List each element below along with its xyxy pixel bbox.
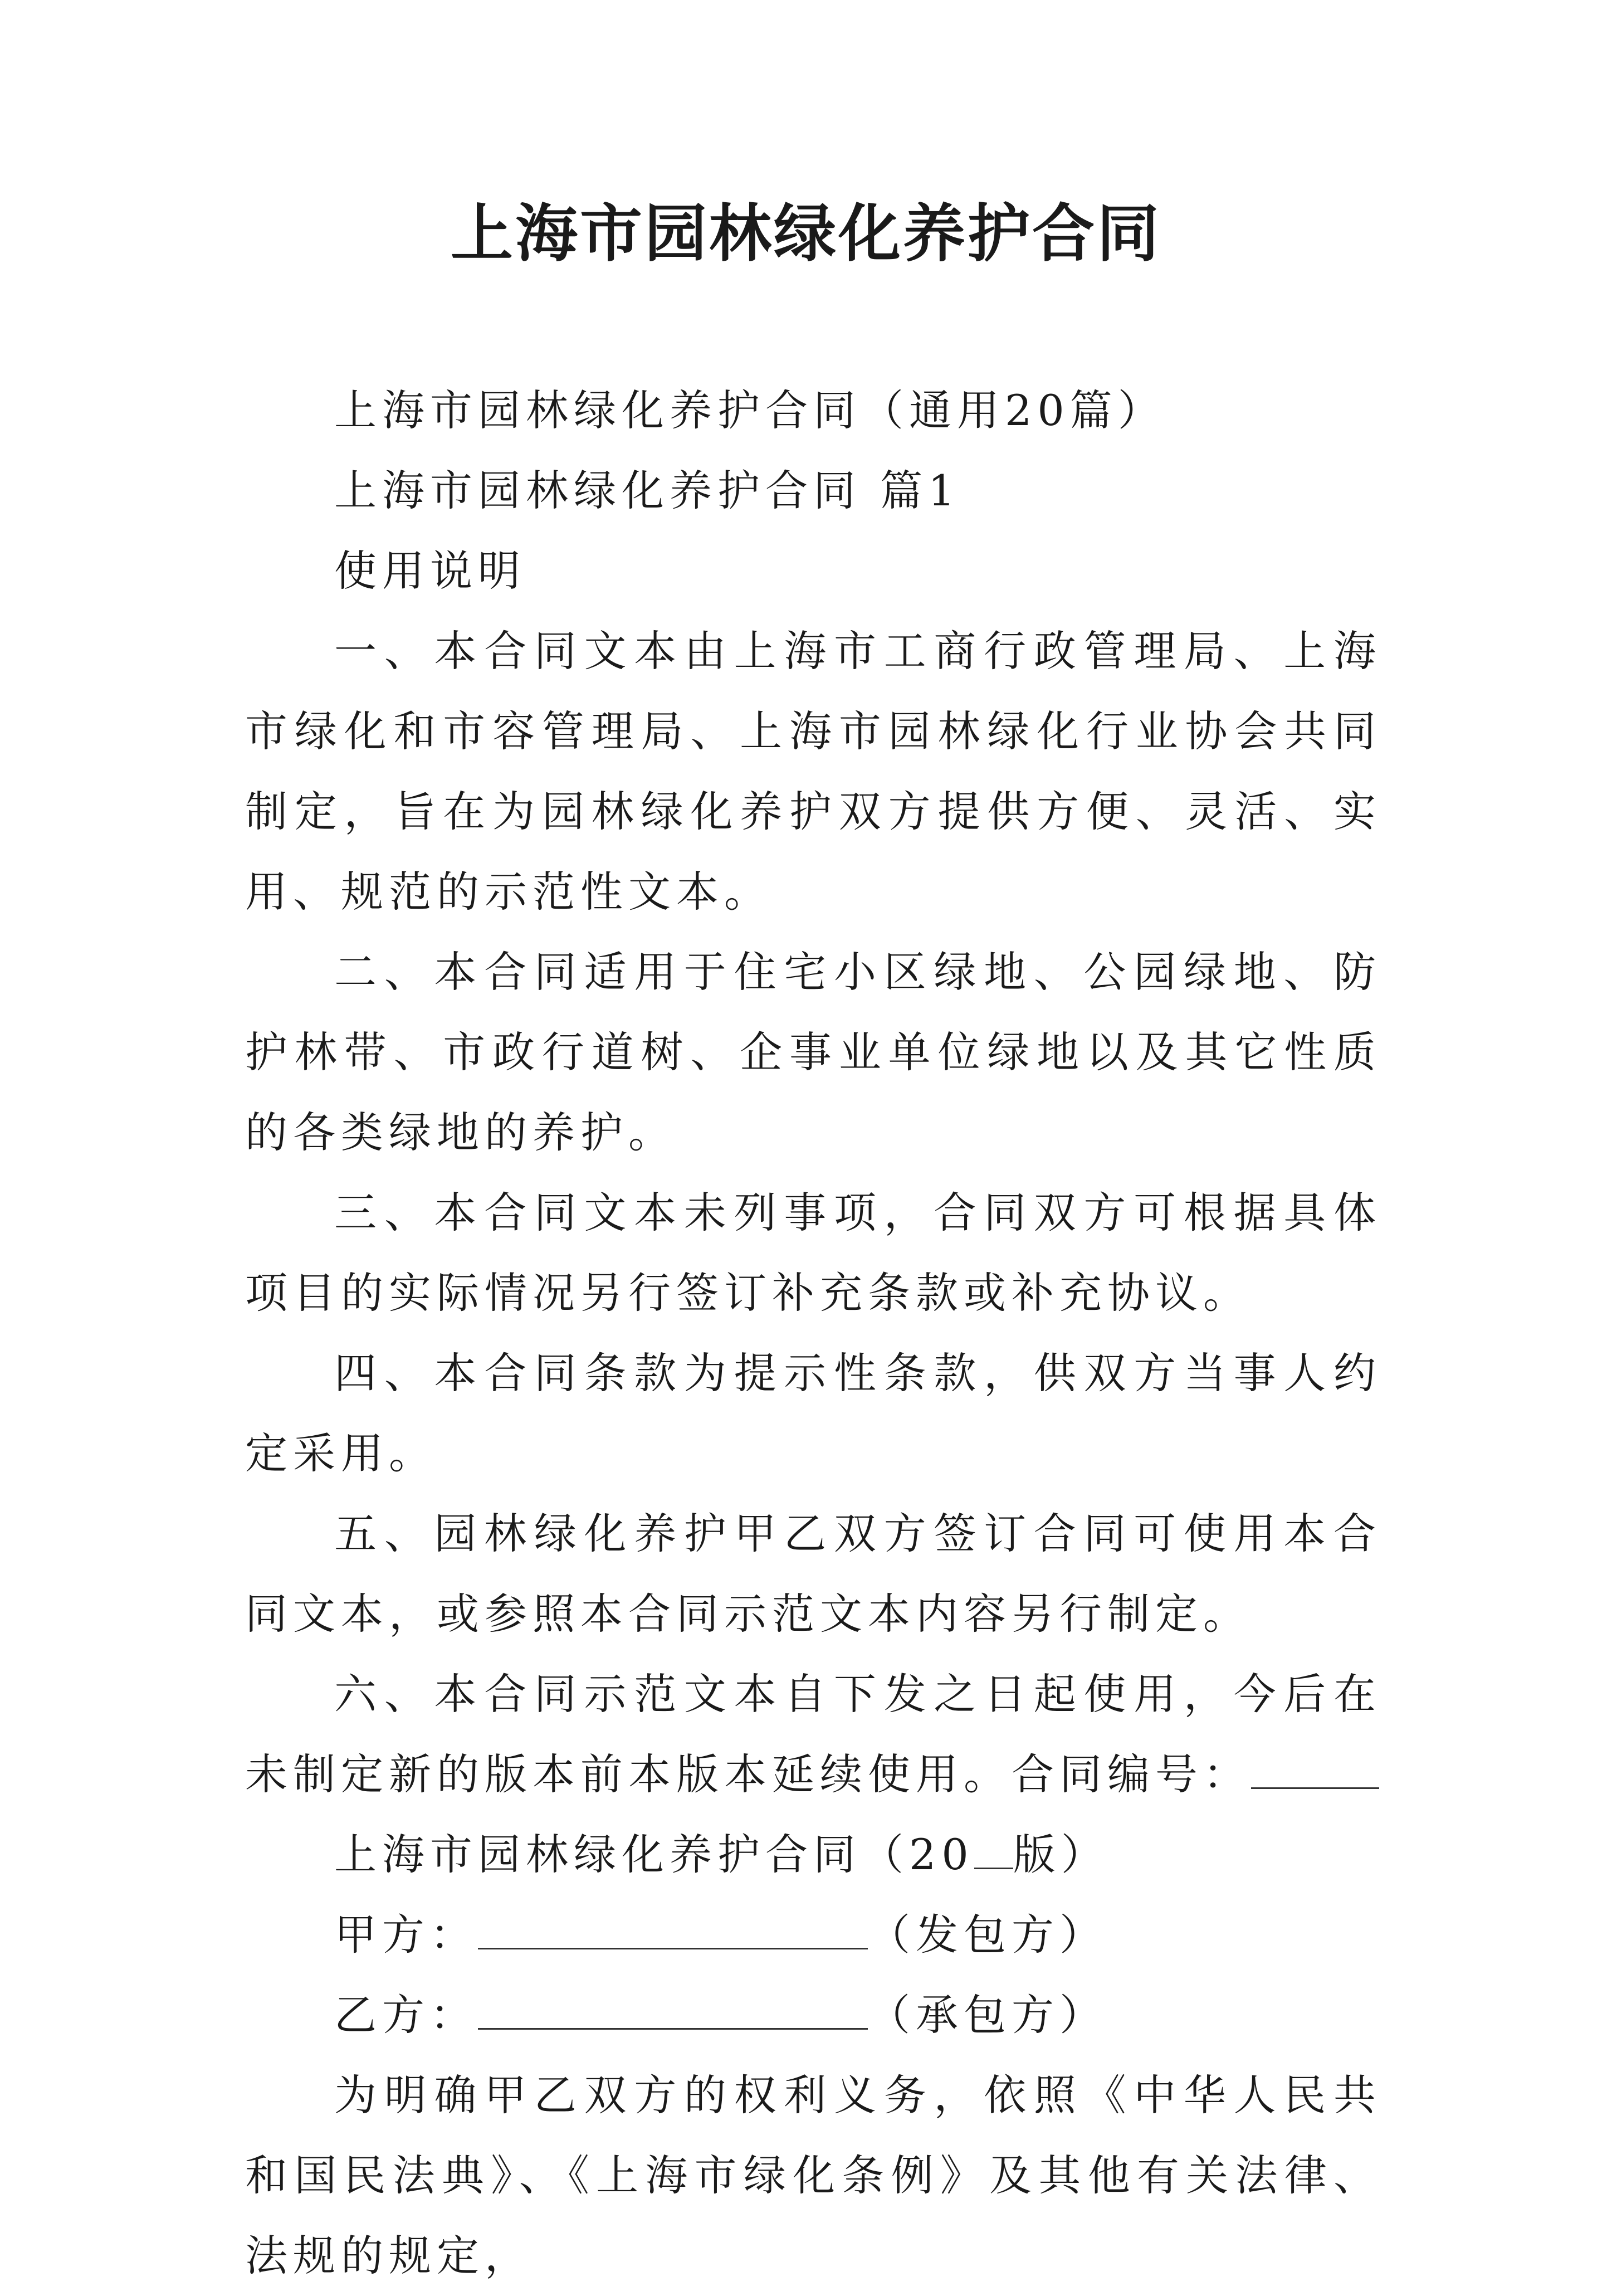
party-a-blank[interactable]: [478, 1903, 868, 1949]
party-a-line: [245, 1895, 1381, 1975]
version-line: [245, 1815, 1381, 1895]
usage-heading: 使用说明: [334, 546, 526, 596]
subtitle-line: 上海市园林绿化养护合同（通用20篇）: [334, 386, 1166, 435]
party-b-line: [245, 1975, 1381, 2055]
version-prefix: 上海市园林绿化养护合同（20: [334, 1830, 974, 1879]
usage-item-4: 四、本合同条款为提示性条款，供双方当事人约定采用。: [245, 1348, 1381, 1478]
version-year-blank[interactable]: [974, 1823, 1013, 1869]
party-b-role: （承包方）: [868, 1990, 1107, 2040]
usage-item-3: 三、本合同文本未列事项，合同双方可根据具体项目的实际情况另行签订补充条款或补充协议。: [245, 1188, 1381, 1318]
usage-item-5: 五、园林绿化养护甲乙双方签订合同可使用本合同文本，或参照本合同示范文本内容另行制定。: [245, 1509, 1381, 1639]
usage-item-6: [245, 1654, 1381, 1815]
usage-item-2: 二、本合同适用于住宅小区绿地、公园绿地、防护林带、市政行道树、企事业单位绿地以及其它性质的各类绿地的养护。: [245, 947, 1381, 1157]
contract-number-blank[interactable]: [1251, 1743, 1379, 1789]
party-a-label: 甲方：: [334, 1910, 478, 1959]
usage-item-6-text: 六、本合同示范文本自下发之日起使用，今后在未制定新的版本前本版本延续使用。合同编号：: [245, 1669, 1381, 1799]
usage-item-1: 一、本合同文本由上海市工商行政管理局、上海市绿化和市容管理局、上海市园林绿化行业协会共同制定，旨在为园林绿化养护双方提供方便、灵活、实用、规范的示范性文本。: [245, 626, 1381, 917]
party-b-label: 乙方：: [334, 1990, 478, 2040]
document-title: 上海市园林绿化养护合同: [451, 197, 1161, 270]
version-suffix: 版）: [1013, 1830, 1109, 1879]
party-a-role: （发包方）: [868, 1910, 1107, 1959]
document-body: [245, 371, 1381, 2296]
preamble-paragraph: 为明确甲乙双方的权利义务，依照《中华人民共和国民法典》、《上海市绿化条例》及其他有关法律、法规的规定，: [245, 2070, 1381, 2280]
party-b-blank[interactable]: [478, 1983, 868, 2030]
part-heading: 上海市园林绿化养护合同 篇1: [334, 466, 961, 515]
